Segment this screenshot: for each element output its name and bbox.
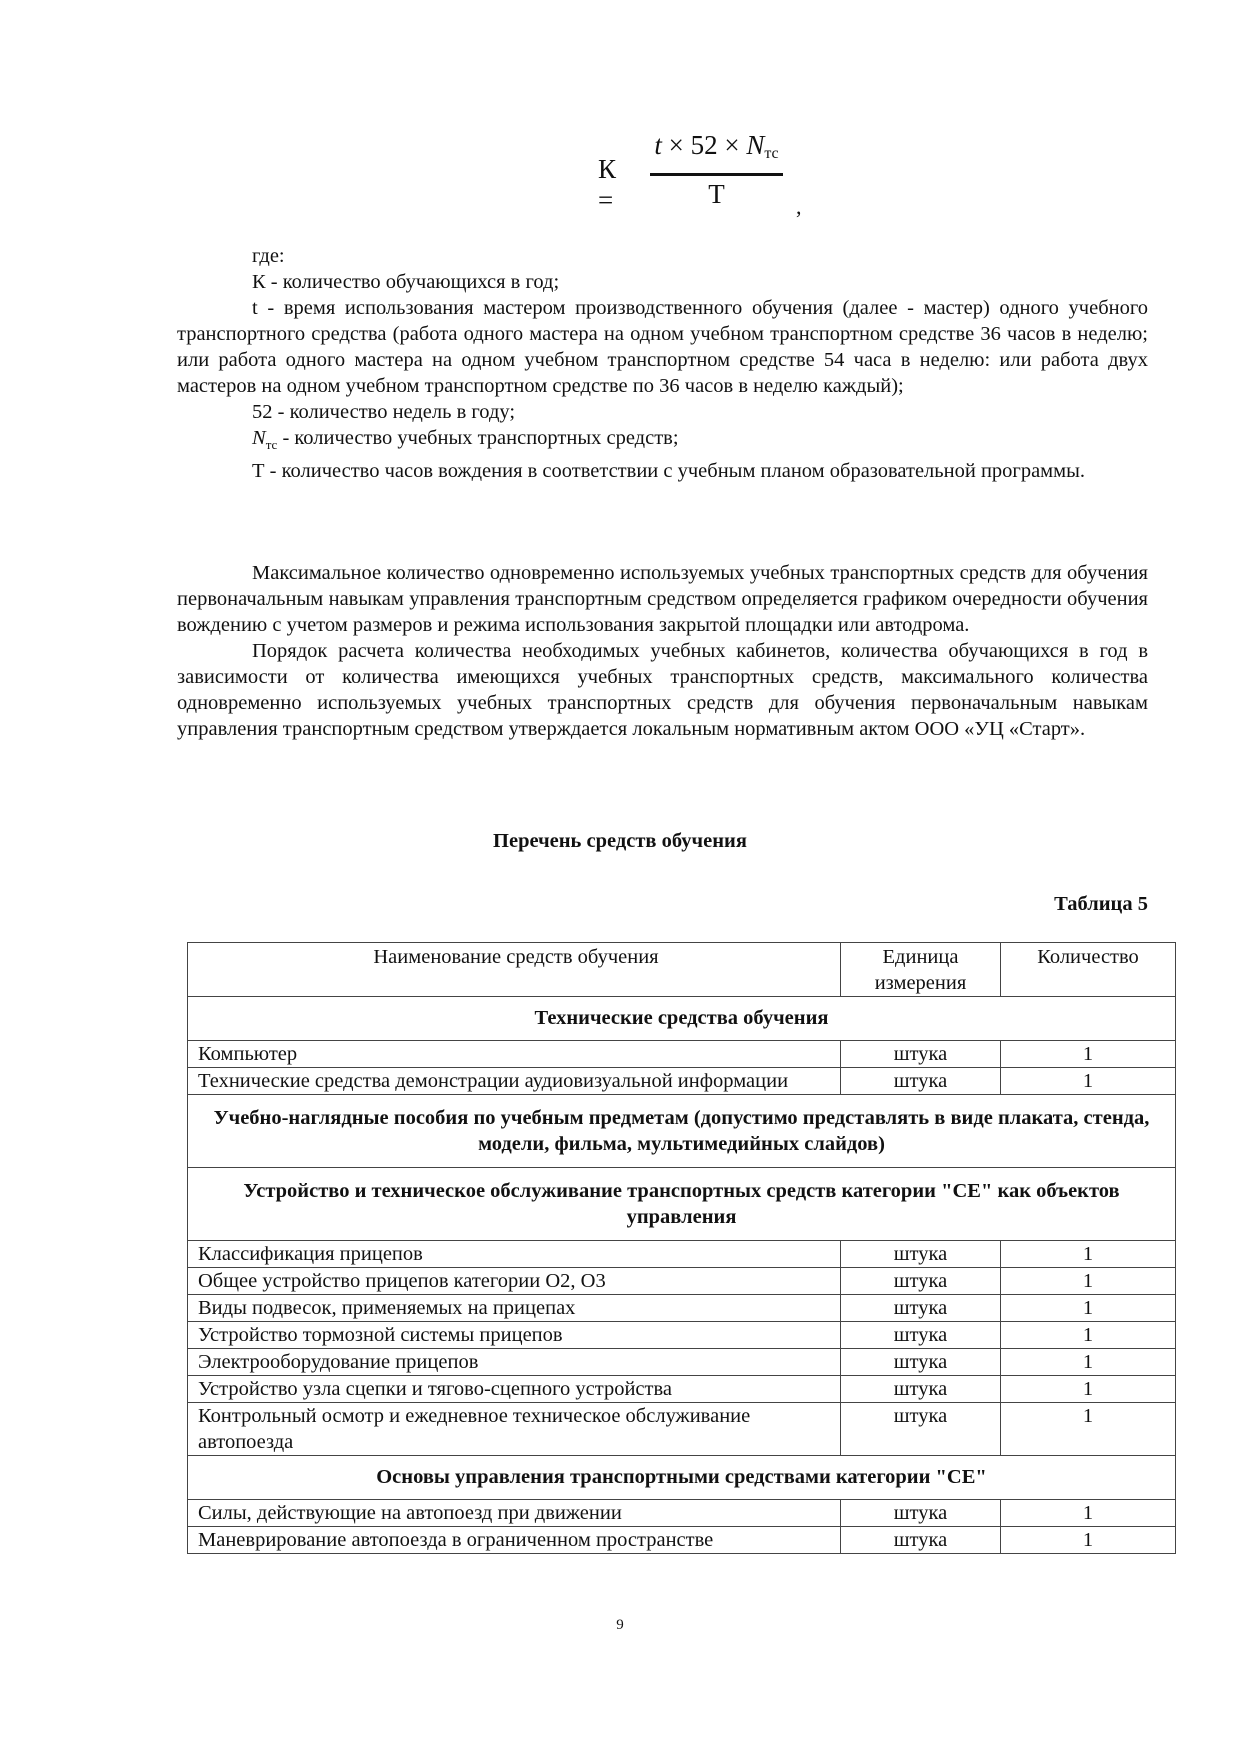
body-paragraphs (177, 560, 1148, 742)
definition-n: $N_{тс}$ - количество учебных транспортных средств; (252, 427, 679, 453)
table-section-row: Основы управления транспортными средствами категории "CE" (188, 1456, 1176, 1500)
table-row: Маневрирование автопоезда в ограниченном пространстве штука 1 (188, 1527, 1176, 1554)
column-header-unit: Единица измерения (841, 943, 1001, 997)
page-number: 9 (616, 1617, 624, 1633)
table-row: Компьютер штука 1 (188, 1041, 1176, 1068)
table-row: Устройство тормозной системы прицепов штука 1 (188, 1322, 1176, 1349)
column-header-name: Наименование средств обучения (188, 943, 841, 997)
table-row: Силы, действующие на автопоезд при движении штука 1 (188, 1500, 1176, 1527)
definitions-intro: где: (252, 245, 285, 267)
table-row: Общее устройство прицепов категории О2, О3 штука 1 (188, 1268, 1176, 1295)
table-row: Виды подвесок, применяемых на прицепах штука 1 (188, 1295, 1176, 1322)
formula-fraction (650, 128, 783, 210)
definition-t: t - время использования мастером производственного обучения (далее - мастер) одного учебного транспортного средства (работа одного мастера на одном учебном транспортном средстве 36 часов в неделю; или работа одного мастера на одном учебном транспортном средстве 54 часа в неделю: или работа двух мастеров на одном учебном транспортном средстве по 36 часов в неделю каждый); (177, 297, 1148, 397)
table-section-row: Учебно-наглядные пособия по учебным предметам (допустимо представлять в виде плаката, стенда, модели, фильма, мультимедийных слайдов) (188, 1095, 1176, 1168)
table-section-row: Технические средства обучения (188, 997, 1176, 1041)
column-header-qty: Количество (1001, 943, 1176, 997)
table-row: Электрооборудование прицепов штука 1 (188, 1349, 1176, 1376)
table-row: Классификация прицепов штука 1 (188, 1241, 1176, 1268)
definition-k: К - количество обучающихся в год; (252, 271, 560, 293)
definition-T: Т - количество часов вождения в соответствии с учебным планом образовательной программы. (252, 460, 1086, 483)
formula-lhs: К = (598, 154, 617, 215)
training-means-table (187, 942, 1176, 1554)
formula-denominator: Т (708, 179, 725, 209)
section-heading: Перечень средств обучения (493, 830, 747, 852)
definitions (177, 243, 1148, 484)
paragraph: Порядок расчета количества необходимых учебных кабинетов, количества обучающихся в год в зависимости от количества имеющихся учебных транспортных средств, максимального количества одновременно используемых учебных транспортных средств для обучения первоначальным навыкам управления транспортным средством утверждается локальным нормативным актом ООО «УЦ «Старт». (177, 640, 1148, 740)
table-row: Контрольный осмотр и ежедневное техническое обслуживание автопоезда штука 1 (188, 1403, 1176, 1456)
table-row: Устройство узла сцепки и тягово-сцепного устройства штука 1 (188, 1376, 1176, 1403)
table-section-row: Устройство и техническое обслуживание транспортных средств категории "CE" как объектов управления (188, 1168, 1176, 1241)
formula-fraction-bar (650, 173, 783, 176)
table-label: Таблица 5 (1054, 893, 1148, 915)
formula-comma: , (796, 194, 802, 219)
formula-numerator: $t \times 52 \times N_{тс}$ (654, 130, 779, 162)
definition-weeks: 52 - количество недель в году; (252, 401, 516, 423)
table-header-row (188, 943, 1176, 997)
paragraph: Максимальное количество одновременно используемых учебных транспортных средств для обучения первоначальным навыкам управления транспортным средством определяется графиком очередности обучения вождению с учетом размеров и режима использования закрытой площадки или автодрома. (177, 562, 1148, 636)
table-row: Технические средства демонстрации аудиовизуальной информации штука 1 (188, 1068, 1176, 1095)
